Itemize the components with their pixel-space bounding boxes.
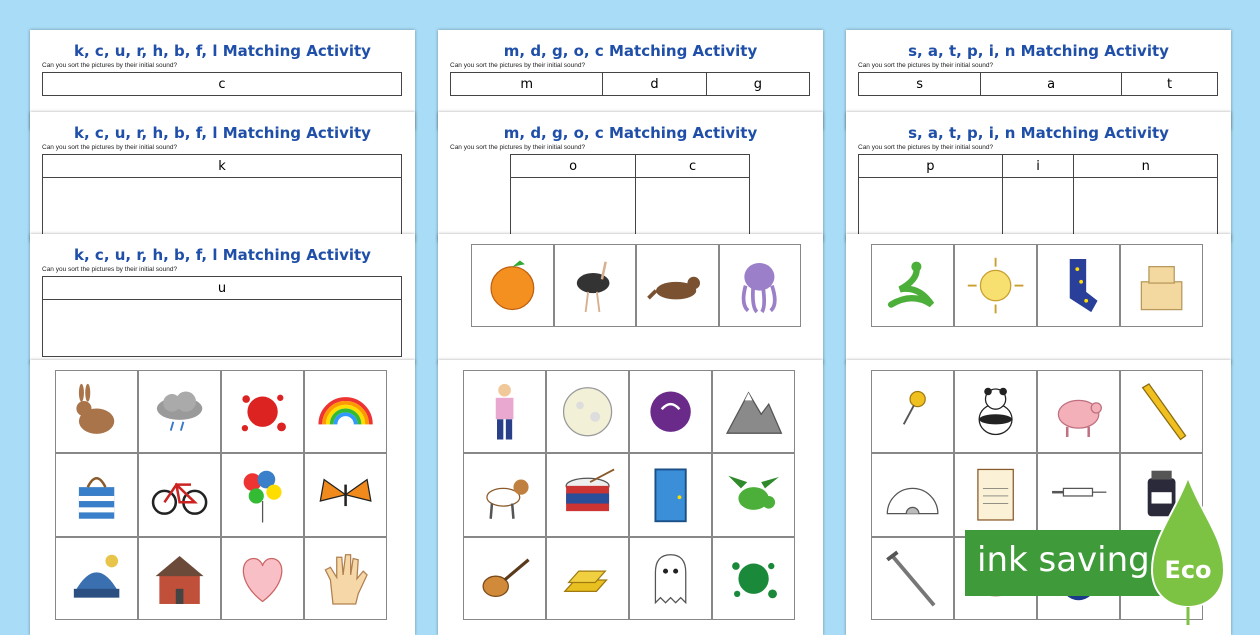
heart-icon: [231, 547, 294, 610]
sort-column-header: a: [981, 73, 1122, 96]
ink-saving-label: ink saving: [977, 540, 1150, 580]
sort-column-header: d: [603, 73, 706, 96]
sun-icon: [964, 254, 1027, 317]
picture-card-grid: [55, 370, 387, 620]
picture-card: [304, 453, 387, 536]
picture-card: [629, 537, 712, 620]
man-icon: [473, 380, 536, 443]
sort-column-header: k: [43, 155, 402, 178]
worksheet-question: Can you sort the pictures by their initial sound?: [858, 144, 994, 151]
sort-column-header: c: [43, 73, 402, 96]
picture-card: [221, 537, 304, 620]
worksheet-pin: [846, 112, 1231, 242]
picture-card: [712, 537, 795, 620]
worksheet-question: Can you sort the pictures by their initial sound?: [42, 266, 178, 273]
nail-icon: [881, 547, 944, 610]
picture-card-grid: [871, 244, 1203, 364]
eco-label: Eco: [1164, 556, 1212, 584]
sort-cell: [43, 178, 402, 235]
octopus-icon: [728, 254, 791, 317]
picture-card: [629, 453, 712, 536]
picture-card: [138, 453, 221, 536]
sandcastle-icon: [1130, 254, 1193, 317]
worksheet-title: k, c, u, r, h, b, f, l Matching Activity: [74, 42, 371, 60]
sort-column-header: n: [1074, 155, 1218, 178]
bag-icon: [65, 463, 128, 526]
worksheet-k: [30, 112, 415, 242]
rabbit-icon: [65, 380, 128, 443]
picture-card: [304, 537, 387, 620]
dog-icon: [473, 463, 536, 526]
hat-icon: [65, 547, 128, 610]
sort-cell: [511, 178, 636, 235]
picture-card: [304, 370, 387, 453]
worksheet-question: Can you sort the pictures by their initial sound?: [42, 62, 178, 69]
picture-card: [55, 370, 138, 453]
picture-card: [954, 370, 1037, 453]
picture-card: [221, 370, 304, 453]
sock-icon: [1047, 254, 1110, 317]
picture-card-grid: [463, 370, 795, 620]
picture-card: [871, 453, 954, 536]
worksheet-oc: [438, 112, 823, 242]
sort-column-header: o: [511, 155, 636, 178]
worksheet-question: Can you sort the pictures by their initial sound?: [450, 62, 586, 69]
picture-card: [546, 370, 629, 453]
picture-card: [138, 370, 221, 453]
orange-icon: [481, 254, 544, 317]
picture-card: [712, 453, 795, 536]
picture-card: [1120, 244, 1203, 327]
worksheet-question: Can you sort the pictures by their initial sound?: [450, 144, 586, 151]
moon-icon: [556, 380, 619, 443]
red-splat-icon: [231, 380, 294, 443]
sort-column-header: p: [859, 155, 1003, 178]
sort-column-header: g: [706, 73, 809, 96]
sort-column-header: m: [451, 73, 603, 96]
picture-card: [954, 244, 1037, 327]
drum-icon: [556, 463, 619, 526]
butterfly-icon: [314, 463, 377, 526]
picture-card: [55, 537, 138, 620]
balloons-icon: [231, 463, 294, 526]
picture-card: [712, 370, 795, 453]
dragon-icon: [722, 463, 785, 526]
panda-icon: [964, 380, 1027, 443]
sort-column-header: t: [1122, 73, 1218, 96]
pencil-icon: [1130, 380, 1193, 443]
picture-card: [221, 453, 304, 536]
picture-card: [554, 244, 637, 327]
picture-cards-sheet: [438, 360, 823, 635]
sort-column-header: s: [859, 73, 981, 96]
guitar-icon: [473, 547, 536, 610]
worksheet-title: m, d, g, o, c Matching Activity: [503, 42, 758, 60]
picture-card: [871, 244, 954, 327]
picture-card: [138, 537, 221, 620]
snake-icon: [881, 254, 944, 317]
picture-card: [55, 453, 138, 536]
worksheet-question: Can you sort the pictures by their initial sound?: [42, 144, 178, 151]
cloud-icon: [148, 380, 211, 443]
green-splat-icon: [722, 547, 785, 610]
ink-saving-badge: [965, 530, 1175, 596]
worksheet-title: k, c, u, r, h, b, f, l Matching Activity: [74, 246, 371, 264]
door-icon: [639, 463, 702, 526]
picture-card: [471, 244, 554, 327]
picture-card: [1037, 370, 1120, 453]
gold-icon: [556, 547, 619, 610]
pig-icon: [1047, 380, 1110, 443]
picture-card: [463, 370, 546, 453]
picture-cards-sheet-top: [438, 234, 823, 364]
picture-card: [719, 244, 802, 327]
igloo-icon: [881, 463, 944, 526]
sort-column-header: i: [1002, 155, 1074, 178]
picture-card: [463, 537, 546, 620]
pin-icon: [881, 380, 944, 443]
sort-cell: [1002, 178, 1074, 235]
sort-cell: [859, 178, 1003, 235]
invitation-icon: [964, 463, 1027, 526]
otter-icon: [646, 254, 709, 317]
picture-cards-sheet-top: [846, 234, 1231, 364]
worksheet-title: s, a, t, p, i, n Matching Activity: [908, 124, 1169, 142]
eco-leaf-icon: [1150, 475, 1226, 625]
picture-card: [871, 370, 954, 453]
picture-card: [636, 244, 719, 327]
sort-column-header: u: [43, 277, 402, 300]
worksheet-question: Can you sort the pictures by their initial sound?: [858, 62, 994, 69]
picture-card: [463, 453, 546, 536]
injection-icon: [1047, 463, 1110, 526]
sort-cell: [43, 300, 402, 357]
picture-card: [546, 453, 629, 536]
picture-cards-sheet: [30, 360, 415, 635]
worksheet-u: [30, 234, 415, 364]
picture-card-grid: [471, 244, 801, 364]
picture-card: [546, 537, 629, 620]
ghost-icon: [639, 547, 702, 610]
sort-cell: [1074, 178, 1218, 235]
mountain-icon: [722, 380, 785, 443]
picture-card: [954, 453, 1037, 536]
picture-card: [1037, 453, 1120, 536]
sort-column-header: c: [636, 155, 750, 178]
picture-card: [629, 370, 712, 453]
house-icon: [148, 547, 211, 610]
marble-icon: [639, 380, 702, 443]
hand-icon: [314, 547, 377, 610]
worksheet-title: s, a, t, p, i, n Matching Activity: [908, 42, 1169, 60]
picture-card: [1120, 370, 1203, 453]
bicycle-icon: [148, 463, 211, 526]
picture-card: [1037, 244, 1120, 327]
worksheet-title: k, c, u, r, h, b, f, l Matching Activity: [74, 124, 371, 142]
worksheet-title: m, d, g, o, c Matching Activity: [503, 124, 758, 142]
ostrich-icon: [563, 254, 626, 317]
sort-cell: [636, 178, 750, 235]
picture-card: [871, 537, 954, 620]
rainbow-icon: [314, 380, 377, 443]
